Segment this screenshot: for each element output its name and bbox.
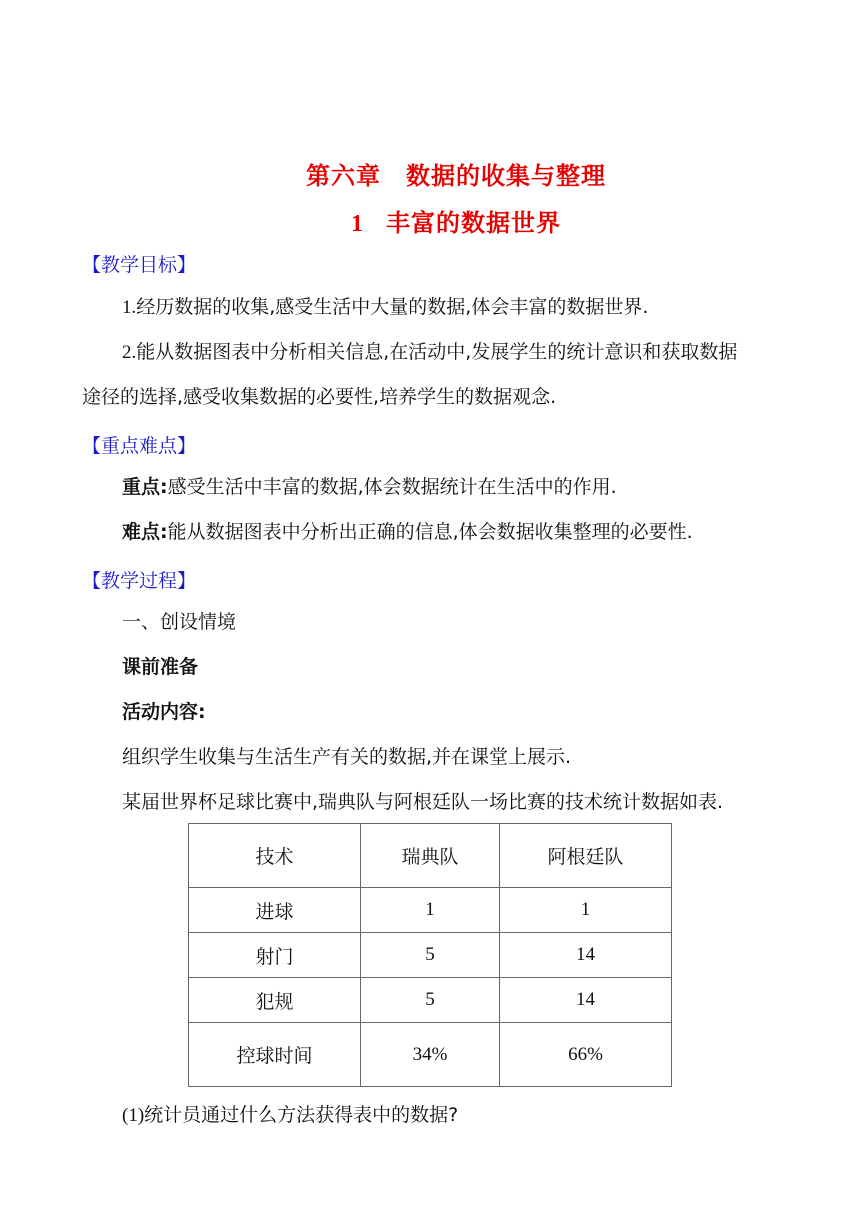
prep-heading: 课前准备 bbox=[122, 656, 199, 678]
argentina-value: 66% bbox=[500, 1023, 672, 1087]
objective-2-line1: 2.能从数据图表中分析相关信息,在活动中,发展学生的统计意识和获取数据 bbox=[122, 341, 738, 363]
argentina-value: 14 bbox=[500, 978, 672, 1023]
section-key-points: 【重点难点】 bbox=[82, 435, 197, 457]
sweden-value: 1 bbox=[361, 888, 500, 933]
row-label: 犯规 bbox=[189, 978, 361, 1023]
table-row bbox=[189, 1023, 672, 1087]
section-objectives: 【教学目标】 bbox=[82, 254, 197, 276]
table-header-row bbox=[189, 824, 672, 888]
argentina-value: 14 bbox=[500, 933, 672, 978]
objective-1: 1.经历数据的收集,感受生活中大量的数据,体会丰富的数据世界. bbox=[122, 296, 649, 318]
focus-point: 重点:感受生活中丰富的数据,体会数据统计在生活中的作用. bbox=[122, 476, 617, 498]
step-heading: 一、创设情境 bbox=[122, 611, 237, 633]
header-cell: 技术 bbox=[189, 824, 361, 888]
argentina-value: 1 bbox=[500, 888, 672, 933]
lesson-title bbox=[0, 203, 860, 238]
row-label: 控球时间 bbox=[189, 1023, 361, 1087]
row-label: 射门 bbox=[189, 933, 361, 978]
table-row bbox=[189, 888, 672, 933]
table-row bbox=[189, 933, 672, 978]
stats-table bbox=[188, 823, 672, 1087]
difficulty-point: 难点:能从数据图表中分析出正确的信息,体会数据收集整理的必要性. bbox=[122, 521, 693, 543]
sweden-value: 34% bbox=[361, 1023, 500, 1087]
table-row bbox=[189, 978, 672, 1023]
header-cell: 瑞典队 bbox=[361, 824, 500, 888]
lesson-name: 丰富的数据世界 bbox=[386, 209, 561, 237]
table-intro: 某届世界杯足球比赛中,瑞典队与阿根廷队一场比赛的技术统计数据如表. bbox=[122, 791, 724, 813]
sweden-value: 5 bbox=[361, 978, 500, 1023]
activity-text: 组织学生收集与生活生产有关的数据,并在课堂上展示. bbox=[122, 746, 572, 768]
chapter-title: 第六章 数据的收集与整理 bbox=[306, 162, 606, 190]
sweden-value: 5 bbox=[361, 933, 500, 978]
objective-2-line2: 途径的选择,感受收集数据的必要性,培养学生的数据观念. bbox=[82, 386, 557, 408]
header-cell: 阿根廷队 bbox=[500, 824, 672, 888]
section-process: 【教学过程】 bbox=[82, 570, 197, 592]
activity-label: 活动内容: bbox=[122, 701, 206, 723]
row-label: 进球 bbox=[189, 888, 361, 933]
question-1: (1)统计员通过什么方法获得表中的数据? bbox=[122, 1104, 459, 1126]
lesson-number: 1 bbox=[351, 211, 364, 237]
